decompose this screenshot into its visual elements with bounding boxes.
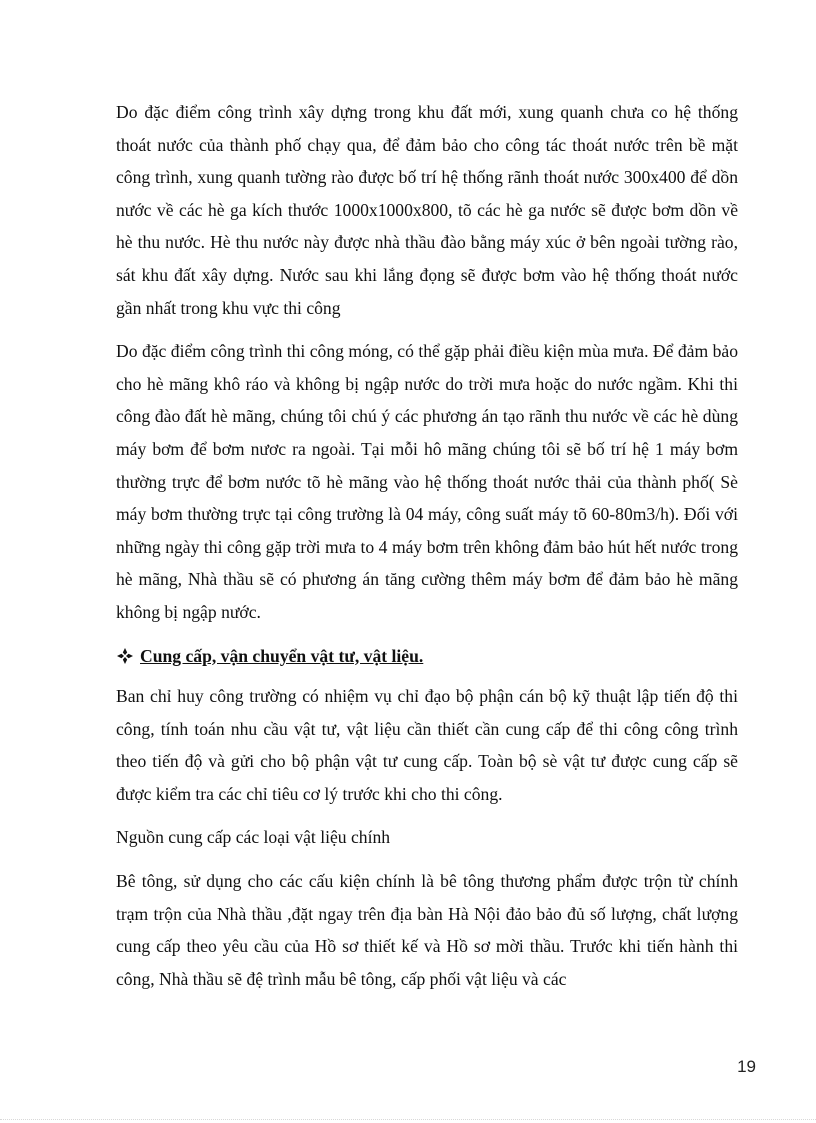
- four-diamond-bullet-icon: [116, 647, 134, 665]
- paragraph-drainage-foundation: Do đặc điểm công trình thi công móng, có thể gặp phải điều kiện mùa mưa. Để đảm bảo cho hè mãng khô ráo và không bị ngập nước do trời mưa hoặc do nước ngầm. Khi thi công đào đất hè mãng, chúng tôi chú ý các phương án tạo rãnh thu nước về các hè dùng máy bơm để bơm nươc ra ngoài. Tại mỗi hô mãng chúng tôi sẽ bố trí hệ 1 máy bơm thường trực để bơm nước tõ hè mãng vào hệ thống thoát nước thải của thành phố( Sè máy bơm thường trực tại công trường là 04 máy, công suất máy tõ 60-80m3/h). Đối với những ngày thi công gặp trời mưa to 4 máy bơm trên không đảm bảo hút hết nước trong hè mãng, Nhà thầu sẽ có phương án tăng cường thêm máy bơm để đảm bảo hè mãng không bị ngập nước.: [116, 341, 738, 622]
- section-heading-row: [116, 640, 738, 673]
- paragraph-drainage-site: Do đặc điểm công trình xây dựng trong khu đất mới, xung quanh chưa co hệ thống thoát nước của thành phố chạy qua, để đảm bảo cho công tác thoát nước trên bề mặt công trình, xung quanh tường rào được bố trí hệ thống rãnh thoát nước 300x400 để dồn nước về các hè ga kích thước 1000x1000x800, tõ các hè ga nước sẽ được bơm dồn về hè thu nước. Hè thu nước này được nhà thầu đào bằng máy xúc ở bên ngoài tường rào, sát khu đất xây dựng. Nước sau khi lắng đọng sẽ được bơm vào hệ thống thoát nước gần nhất trong khu vực thi công: [116, 102, 738, 318]
- page-content: [116, 96, 738, 1006]
- paragraph-material-sources-title: Nguồn cung cấp các loại vật liệu chính: [116, 827, 391, 848]
- footer-divider: [0, 1119, 816, 1120]
- paragraph-concrete-supply: Bê tông, sử dụng cho các cấu kiện chính là bê tông thương phẩm được trộn từ chính trạm trộn của Nhà thầu ,đặt ngay trên địa bàn Hà Nội đảo bảo đủ số lượng, chất lượng cung cấp theo yêu cầu của Hồ sơ thiết kế và Hồ sơ mời thầu. Trước khi tiến hành thi công, Nhà thầu sẽ đệ trình mẫu bê tông, cấp phối vật liệu và các: [116, 871, 738, 989]
- section-heading: Cung cấp, vận chuyển vật tư, vật liệu.: [140, 645, 424, 666]
- page-number: 19: [737, 1057, 756, 1076]
- paragraph-material-planning: Ban chỉ huy công trường có nhiệm vụ chỉ đạo bộ phận cán bộ kỹ thuật lập tiến độ thi công, tính toán nhu cầu vật tư, vật liệu cần thiết cần cung cấp để thi công công trình theo tiến độ và gửi cho bộ phận vật tư cung cấp. Toàn bộ sè vật tư được cung cấp sẽ được kiểm tra các chỉ tiêu cơ lý trước khi cho thi công.: [116, 686, 738, 804]
